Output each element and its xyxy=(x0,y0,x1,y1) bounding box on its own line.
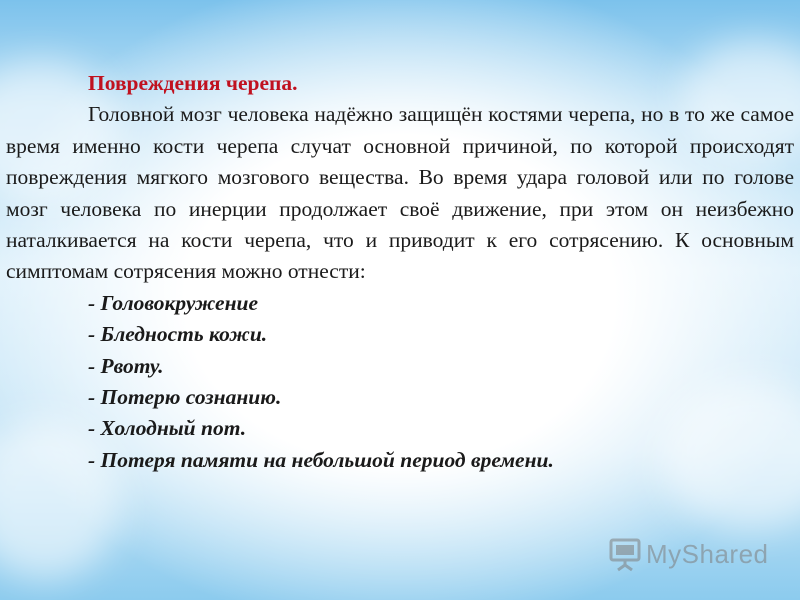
watermark-text: MyShared xyxy=(646,538,769,569)
body-paragraph: Головной мозг человека надёжно защищён костями черепа, но в то же самое время именно кости черепа случат основной причиной, по которой происходят повреждения мягкого мозгового вещества. Во время удара головой или по голове мозг человека по инерции продолжает своё движение, при этом он неизбежно наталкивается на кости черепа, что и приводит к его сотрясению. К основным симптомам сотрясения можно отнести: xyxy=(6,102,794,284)
slide-content xyxy=(6,68,794,476)
symptom-list xyxy=(6,288,794,476)
watermark-logo xyxy=(608,536,769,572)
symptom-item: - Холодный пот. xyxy=(88,416,247,441)
presentation-board-icon xyxy=(608,536,642,572)
symptom-item: - Рвоту. xyxy=(88,353,164,378)
slide-title: Повреждения черепа. xyxy=(88,71,298,95)
symptom-item: - Потерю сознанию. xyxy=(88,385,282,410)
symptom-item: - Потеря памяти на небольшой период времени. xyxy=(88,447,554,472)
symptom-item: - Бледность кожи. xyxy=(88,322,268,347)
symptom-item: - Головокружение xyxy=(88,290,259,315)
